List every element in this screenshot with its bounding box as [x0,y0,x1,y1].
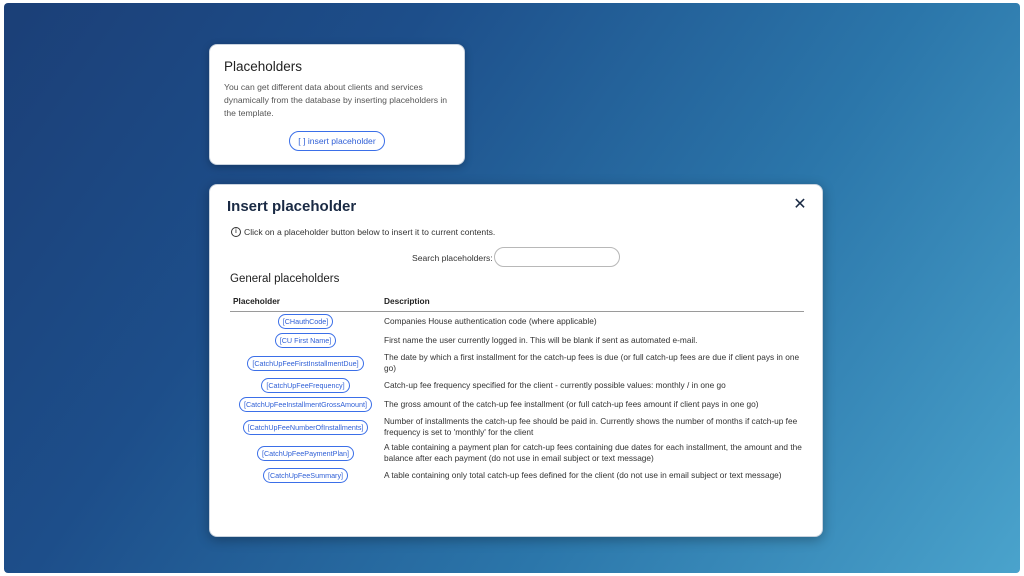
description-cell: Companies House authentication code (where applicable) [384,316,597,326]
modal-title: Insert placeholder [227,198,357,215]
search-label: Search placeholders: [412,253,493,263]
placeholder-button[interactable]: [CU First Name] [275,333,337,348]
placeholder-cell [230,440,381,466]
placeholder-button[interactable]: [CatchUpFeeSummary] [263,468,348,483]
table-header-row [230,292,804,312]
table-row [230,466,804,485]
description-cell: The date by which a first installment for the catch-up fees is due (or full catch-up fees are due if client pays in one go) [384,352,800,373]
column-header-description: Description [381,292,804,312]
insert-placeholder-modal [209,184,823,537]
placeholder-button[interactable]: [CatchUpFeeFrequency] [261,378,349,393]
info-text: Click on a placeholder button below to insert it to current contents. [244,227,496,237]
placeholder-cell [230,312,381,332]
placeholder-cell [230,350,381,376]
placeholder-button[interactable]: [CatchUpFeePaymentPlan] [257,446,354,461]
table-row [230,395,804,414]
column-header-placeholder: Placeholder [230,292,381,312]
insert-button-wrap [224,131,450,151]
description-cell: A table containing a payment plan for catch-up fees containing due dates for each installment, the amount and the balance after each payment (do not use in email subject or text message) [384,442,802,463]
close-icon[interactable]: ✕ [793,196,807,213]
background-frame [4,3,1020,573]
placeholder-cell [230,466,381,485]
placeholders-card-title: Placeholders [224,59,303,74]
info-line [231,227,495,237]
search-input[interactable] [494,247,620,267]
placeholder-cell [230,331,381,350]
table-row [230,312,804,332]
description-cell: Catch-up fee frequency specified for the client - currently possible values: monthly / in one go [384,380,726,390]
search-row [210,247,822,269]
placeholder-button[interactable]: [CatchUpFeeFirstInstallmentDue] [247,356,363,371]
placeholder-cell [230,414,381,440]
table-row [230,440,804,466]
placeholder-button[interactable]: [CHauthCode] [278,314,334,329]
table-row [230,414,804,440]
placeholders-card [209,44,465,165]
description-cell: The gross amount of the catch-up fee installment (or full catch-up fees amount if client pays in one go) [384,399,759,409]
description-cell: Number of installments the catch-up fee should be paid in. Currently shows the number of months if catch-up fee frequency is set to 'monthly' for the client [384,416,798,437]
placeholder-cell [230,395,381,414]
placeholder-button[interactable]: [CatchUpFeeInstallmentGrossAmount] [239,397,372,412]
description-cell: First name the user currently logged in. This will be blank if sent as automated e-mail. [384,335,698,345]
info-icon: i [231,227,241,237]
table-row [230,331,804,350]
placeholder-button[interactable]: [CatchUpFeeNumberOfInstallments] [243,420,369,435]
placeholder-cell [230,376,381,395]
placeholder-table [230,292,804,485]
description-cell: A table containing only total catch-up fees defined for the client (do not use in email subject or text message) [384,470,782,480]
table-row [230,350,804,376]
section-title: General placeholders [230,273,340,285]
insert-placeholder-button[interactable]: [ ] insert placeholder [289,131,384,151]
table-row [230,376,804,395]
placeholders-card-description: You can get different data about clients and services dynamically from the database by inserting placeholders in the template. [224,82,448,118]
